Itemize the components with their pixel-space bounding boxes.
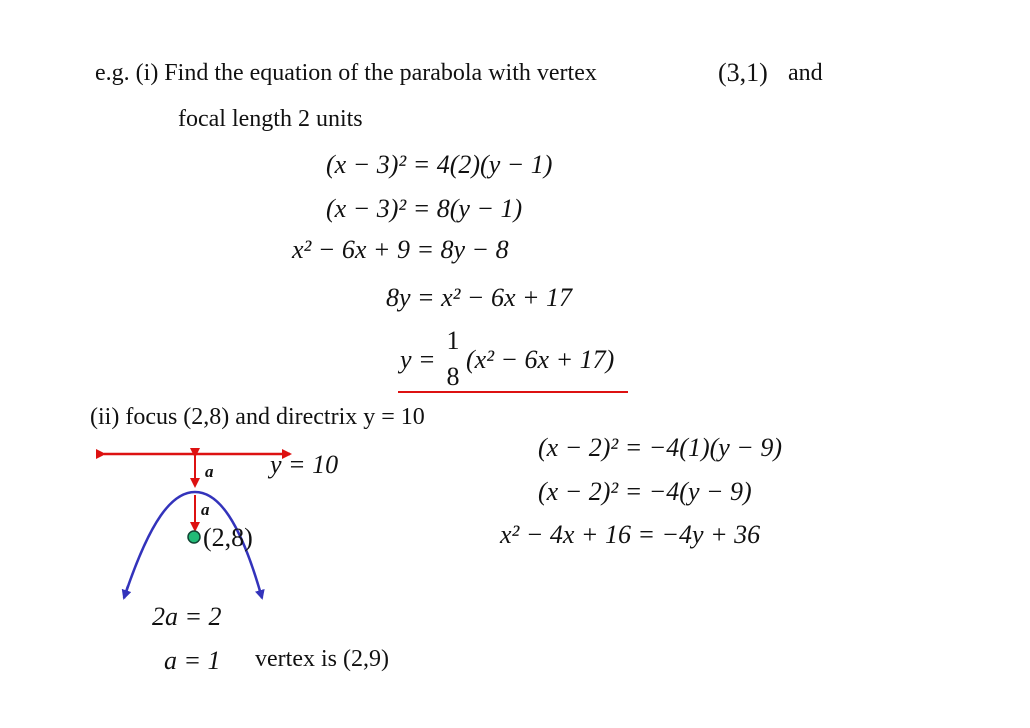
answer-fraction-denominator: 8 [446, 362, 460, 391]
a-label-upper: a [205, 462, 214, 481]
question-ii: (ii) focus (2,8) and directrix y = 10 [90, 404, 425, 430]
focus-point [188, 531, 200, 543]
part-i-step4: 8y = x² − 6x + 17 [386, 283, 573, 312]
answer-lhs: y = [400, 345, 436, 374]
part-i-step3: x² − 6x + 9 = 8y − 8 [292, 235, 509, 264]
part-ii-step1: (x − 2)² = −4(1)(y − 9) [538, 433, 783, 462]
a-value-equation: a = 1 [164, 646, 221, 675]
directrix-label: y = 10 [270, 450, 339, 479]
answer-fraction-numerator: 1 [446, 326, 460, 355]
two-a-equation: 2a = 2 [152, 602, 222, 631]
part-ii-step2: (x − 2)² = −4(y − 9) [538, 477, 752, 506]
vertex-coordinates: (3,1) [718, 58, 768, 87]
part-ii-step3: x² − 4x + 16 = −4y + 36 [500, 520, 761, 549]
part-i-step1: (x − 3)² = 4(2)(y − 1) [326, 150, 553, 179]
vertex-result: vertex is (2,9) [255, 646, 389, 672]
question-i-line2: focal length 2 units [178, 106, 363, 132]
part-i-step2: (x − 3)² = 8(y − 1) [326, 194, 523, 223]
a-label-lower: a [201, 500, 210, 519]
and-word: and [788, 60, 823, 86]
answer-rhs: (x² − 6x + 17) [466, 345, 615, 374]
focus-label: (2,8) [203, 523, 253, 552]
question-i-line1: e.g. (i) Find the equation of the parabola with vertex [95, 60, 597, 86]
